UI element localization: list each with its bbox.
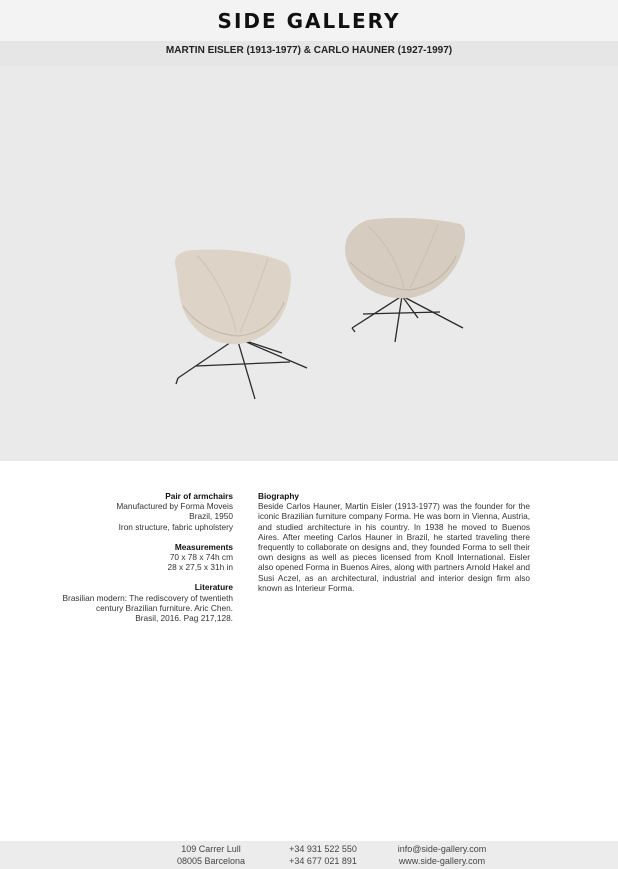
address-city: 08005 Barcelona [176, 855, 246, 866]
literature-line: century Brazilian furniture. Aric Chen. [96, 602, 233, 613]
biography-heading: Biography [258, 491, 300, 501]
left-chair-shell [175, 250, 291, 345]
footer-bar [0, 841, 618, 869]
footer-address [170, 844, 252, 867]
right-chair-shell [345, 218, 465, 298]
materials: Iron structure, fabric upholstery [118, 521, 233, 532]
website-link[interactable]: www.side-gallery.com [398, 855, 486, 866]
measurements-heading: Measurements [174, 541, 233, 552]
armchairs-illustration [0, 66, 618, 461]
biography-text: Beside Carlos Hauner, Martin Eisler (1913-1977) was the founder for the iconic Brazilian furniture company Forma. He was born in Vienna, Austria, and studied architecture in his country. In 1938 he moved to Buenos Aires. After meeting Carlos Hauner in Brazil, he started traveling there frequently to collaborate on designs and, they founded Forma to sell their own designs as well as pieces licensed from Knoll International. Eisler also opened Forma in Buenos Aires, along with partners Arnold Hakel and Susi Aczel, as an architectural, industrial and interior design firm also known as Interieur Forma. [258, 501, 530, 593]
measurements-in: 28 x 27,5 x 31h in [167, 562, 233, 573]
armchairs-photo [0, 66, 618, 461]
left-chair-legs [176, 338, 307, 399]
email-link[interactable]: info@side-gallery.com [397, 844, 487, 854]
phone-1[interactable]: +34 931 522 550 [289, 844, 357, 854]
designers-title: MARTIN EISLER (1913-1977) & CARLO HAUNER (1927-1997) [165, 45, 453, 56]
phone-2[interactable]: +34 677 021 891 [289, 855, 357, 866]
measurements-cm: 70 x 78 x 74h cm [169, 552, 233, 563]
header-bar [0, 0, 618, 41]
right-chair-legs [352, 296, 463, 342]
literature-line: Brasilian modern: The rediscovery of twentieth [62, 592, 233, 603]
origin: Brazil, 1950 [189, 511, 233, 522]
biography [258, 491, 530, 593]
manufacturer: Manufactured by Forma Moveis [116, 501, 233, 512]
subtitle-bar [0, 41, 618, 66]
product-details [40, 491, 233, 623]
address-street: 109 Carrer Lull [181, 844, 241, 854]
literature-heading: Literature [194, 582, 233, 593]
brand-logo: SIDE GALLERY [217, 9, 401, 33]
product-title: Pair of armchairs [165, 491, 233, 501]
footer-phones [282, 844, 364, 867]
literature-line: Brasil, 2016. Pag 217,128. [135, 613, 233, 624]
footer-contact [392, 844, 492, 867]
